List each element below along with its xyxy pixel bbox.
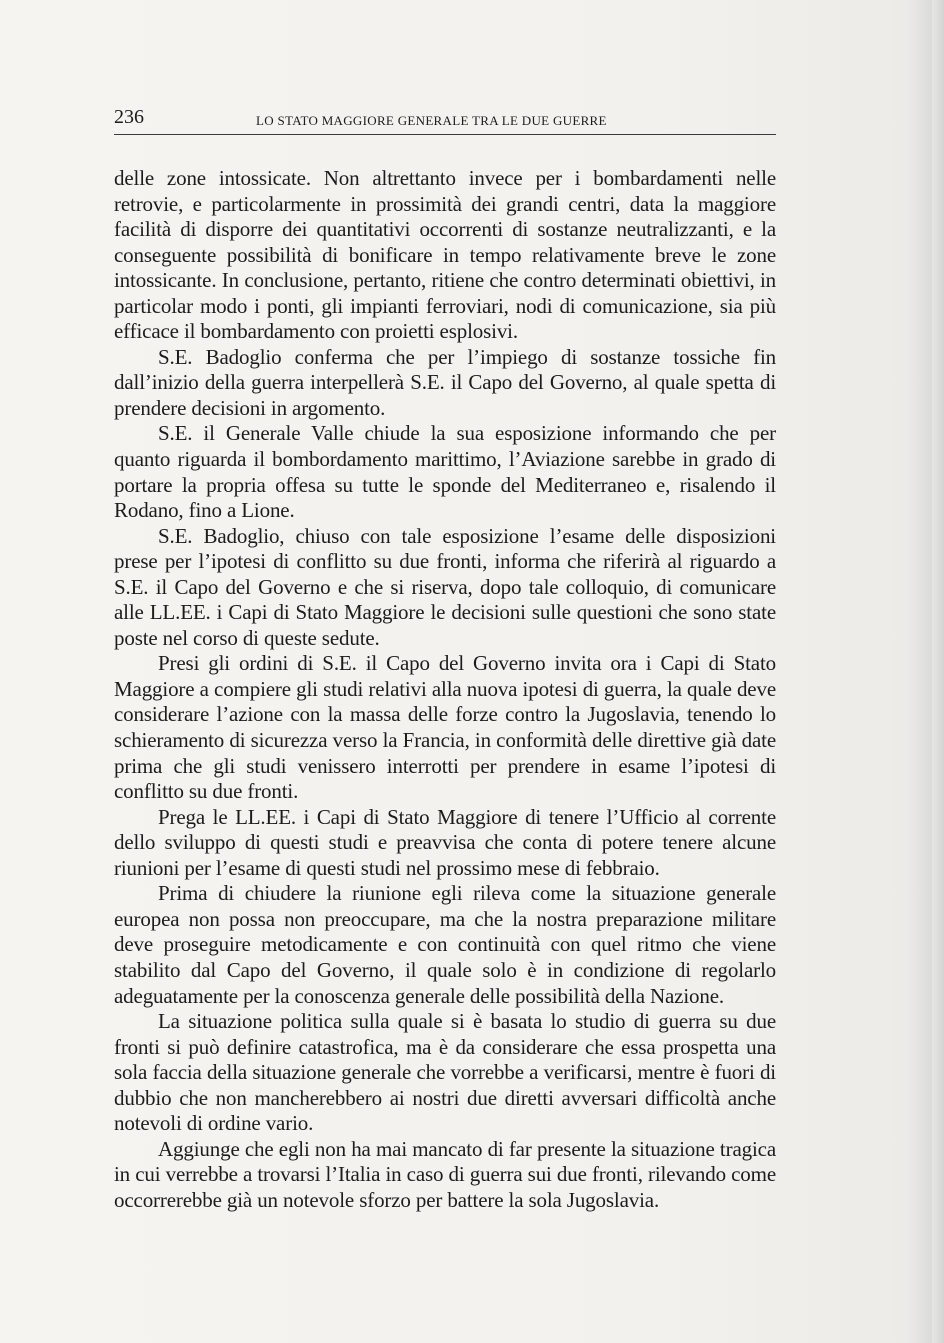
paragraph: S.E. Badoglio, chiuso con tale esposizione l’esame delle disposizioni prese per l’ipotesi di conflitto su due fronti, informa che riferirà al riguardo a S.E. il Capo del Governo e che si riserva, dopo tale colloquio, di comunicare alle LL.EE. i Capi di Stato Maggiore le decisioni sulle questioni che sono state poste nel corso di queste sedute. bbox=[114, 523, 776, 650]
body-text bbox=[114, 166, 776, 1213]
paragraph: La situazione politica sulla quale si è basata lo studio di guerra su due fronti si può definire catastrofica, ma è da considerare che essa prospetta una sola faccia della situazione generale che vorrebbe a verificarsi, mentre è fuori di dubbio che non mancherebbero ai nostri due diretti avversari difficoltà anche notevoli di ordine vario. bbox=[114, 1009, 776, 1136]
paragraph: Presi gli ordini di S.E. il Capo del Governo invita ora i Capi di Stato Maggiore a compiere gli studi relativi alla nuova ipotesi di guerra, la quale deve considerare l’azione con la massa delle forze contro la Jugoslavia, tenendo lo schieramento di sicurezza verso la Francia, in conformità delle direttive già date prima che gli studi venissero interrotti per prendere in esame l’ipotesi di conflitto su due fronti. bbox=[114, 651, 776, 804]
page-edge-shadow bbox=[932, 0, 944, 1343]
page-number: 236 bbox=[114, 106, 144, 128]
paragraph: Aggiunge che egli non ha mai mancato di far presente la situazione tragica in cui verrebbe a trovarsi l’Italia in caso di guerra sui due fronti, rilevando come occorrerebbe già un notevole sforzo per battere la sola Jugoslavia. bbox=[114, 1136, 776, 1212]
paragraph: Prima di chiudere la riunione egli rileva come la situazione generale europea non possa non preoccupare, ma che la nostra preparazione militare deve proseguire metodicamente e con continuità con quel ritmo che viene stabilito dal Capo del Governo, il quale solo è in condizione di regolarlo adeguatamente per la conoscenza generale delle possibilità della Nazione. bbox=[114, 881, 776, 1008]
paragraph: delle zone intossicate. Non altrettanto invece per i bombardamenti nelle retrovie, e particolarmente in prossimità dei grandi centri, data la maggiore facilità di disporre dei quantitativi occorrenti di sostanze neutralizzanti, e la conseguente possibilità di bonificare in tempo relativamente breve le zone intossicante. In conclusione, pertanto, ritiene che contro determinati obiettivi, in particolar modo i ponti, gli impianti ferroviari, nodi di comunicazione, sia più efficace il bombardamento con proietti esplosivi. bbox=[114, 166, 776, 344]
paragraph: Prega le LL.EE. i Capi di Stato Maggiore di tenere l’Ufficio al corrente dello sviluppo di questi studi e preavvisa che conta di potere tenere alcune riunioni per l’esame di questi studi nel prossimo mese di febbraio. bbox=[114, 804, 776, 880]
paragraph: S.E. il Generale Valle chiude la sua esposizione informando che per quanto riguarda il bombordamento marittimo, l’Aviazione sarebbe in grado di portare la propria offesa su tutte le sponde del Mediterraneo e, risalendo il Rodano, fino a Lione. bbox=[114, 421, 776, 523]
page-header bbox=[114, 104, 776, 135]
running-head: LO STATO MAGGIORE GENERALE TRA LE DUE GUERRE bbox=[256, 113, 607, 128]
paragraph: S.E. Badoglio conferma che per l’impiego di sostanze tossiche fin dall’inizio della guerra interpellerà S.E. il Capo del Governo, al quale spetta di prendere decisioni in argomento. bbox=[114, 344, 776, 420]
